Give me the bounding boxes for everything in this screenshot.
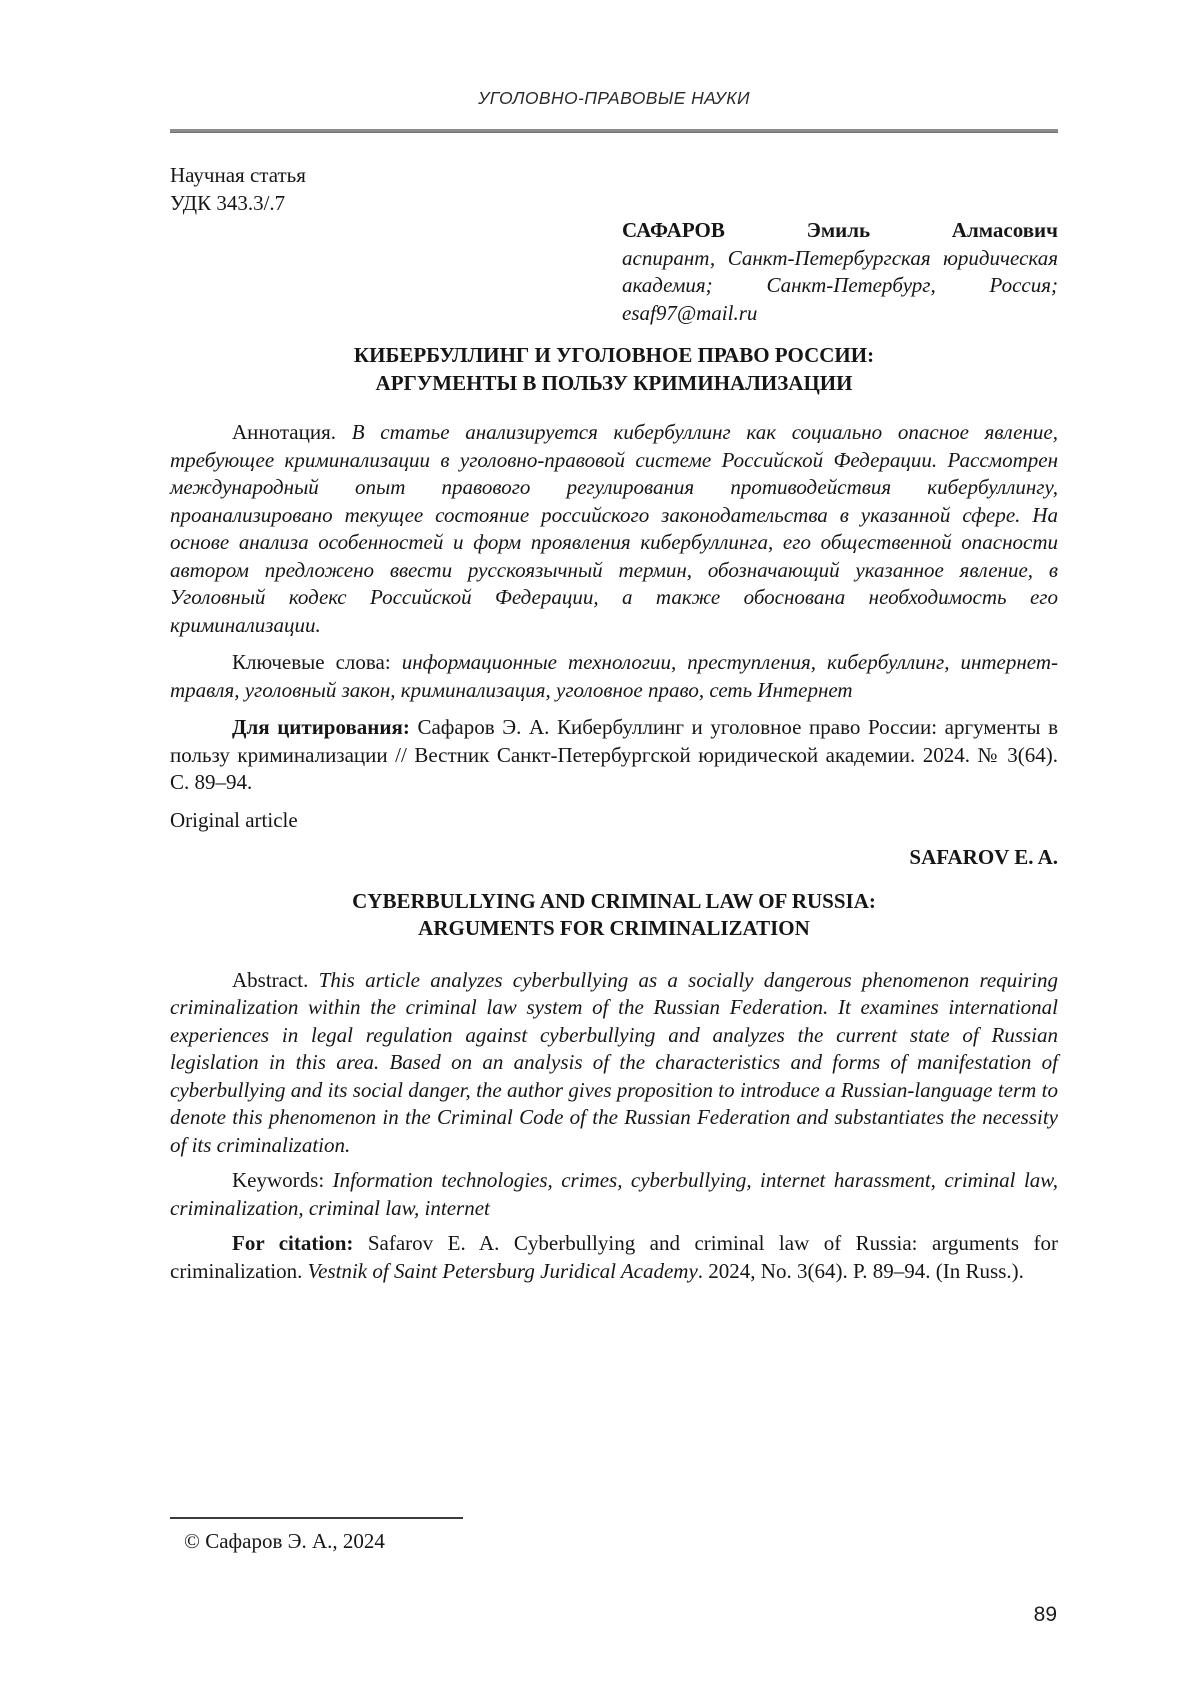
keywords-text-en: Information technologies, crimes, cyberbullying, internet harassment, criminal law, criminalization, criminal law, internet	[170, 1168, 1058, 1220]
header-rule	[170, 129, 1058, 133]
citation-text-en-post: . 2024, No. 3(64). P. 89–94. (In Russ.).	[697, 1258, 1024, 1283]
original-article-label: Original article	[170, 807, 298, 832]
abstract-ru	[170, 419, 1058, 639]
citation-label-ru: Для цитирования:	[232, 715, 410, 739]
keywords-label-ru: Ключевые слова:	[232, 650, 391, 674]
article-title-en-line1: CYBERBULLYING AND CRIMINAL LAW OF RUSSIA:	[352, 888, 876, 913]
author-block-ru	[622, 217, 1058, 327]
citation-journal-name: Vestnik of Saint Petersburg Juridical Academy	[307, 1258, 698, 1283]
page-number: 89	[1033, 1603, 1057, 1626]
article-title-en-line2: ARGUMENTS FOR CRIMINALIZATION	[418, 916, 810, 940]
author-name-ru: САФАРОВ Эмиль Алмасович	[622, 218, 1058, 242]
author-name-en: SAFAROV E. A.	[909, 845, 1058, 869]
citation-en	[170, 1230, 1058, 1285]
keywords-text-ru: информационные технологии, преступления, кибербуллинг, интернет-травля, уголовный закон, криминализация, уголовное право, сеть Интернет	[170, 650, 1059, 702]
keywords-ru	[170, 649, 1058, 704]
abstract-label-en: Abstract.	[232, 967, 309, 992]
keywords-label-en: Keywords:	[232, 1168, 325, 1192]
citation-text-ru: Сафаров Э. А. Кибербуллинг и уголовное право России: аргументы в пользу криминализации // Вестник Санкт-Петербургской юридической академии. 2024. № 3(64). С. 89–94.	[170, 715, 1058, 794]
article-type-label-ru: Научная статья	[170, 163, 306, 187]
citation-label-en: For citation:	[232, 1231, 354, 1255]
author-affiliation-ru: аспирант, Санкт-Петербургская юридическая академия; Санкт-Петербург, Россия; esaf97@mail.ru	[622, 245, 1058, 325]
copyright-notice: © Сафаров Э. А., 2024	[184, 1529, 385, 1553]
article-title-ru	[170, 342, 1058, 397]
keywords-en	[170, 1167, 1058, 1222]
article-title-en	[170, 888, 1058, 943]
abstract-label-ru: Аннотация.	[232, 420, 337, 444]
article-title-ru-line2: АРГУМЕНТЫ В ПОЛЬЗУ КРИМИНАЛИЗАЦИИ	[375, 370, 853, 395]
abstract-text-ru: В статье анализируется кибербуллинг как социально опасное явление, требующее криминализации в уголовно-правовой системе Российской Федерации. Рассмотрен международный опыт правового регулирования противодействия кибербуллингу, проанализировано текущее состояние российского законодательства в указанной сфере. На основе анализа особенностей и форм проявления кибербуллинга, его общественной опасности автором предложено ввести русскоязычный термин, обозначающий указанное явление, в Уголовный кодекс Российской Федерации, а также обоснована необходимость его криминализации.	[170, 420, 1058, 637]
udc-number: УДК 343.3/.7	[170, 190, 286, 215]
abstract-text-en: This article analyzes cyberbullying as a socially dangerous phenomenon requiring criminalization within the criminal law system of the Russian Federation. It examines international experiences in legal regulation against cyberbullying and analyzes the current state of Russian legislation in this area. Based on an analysis of the characteristics and forms of manifestation of cyberbullying and its social danger, the author gives proposition to introduce a Russian-language term to denote this phenomenon in the Criminal Code of the Russian Federation and substantiates the necessity of its criminalization.	[170, 967, 1058, 1157]
article-title-ru-line1: КИБЕРБУЛЛИНГ И УГОЛОВНОЕ ПРАВО РОССИИ:	[353, 343, 875, 367]
abstract-en	[170, 967, 1058, 1160]
copyright-rule	[170, 1517, 463, 1519]
section-running-head: УГОЛОВНО-ПРАВОВЫЕ НАУКИ	[478, 88, 750, 108]
citation-text-en-pre: Safarov E. A. Cyberbullying and criminal law of Russia: arguments for criminalization.	[170, 1231, 1059, 1283]
citation-ru	[170, 714, 1058, 797]
